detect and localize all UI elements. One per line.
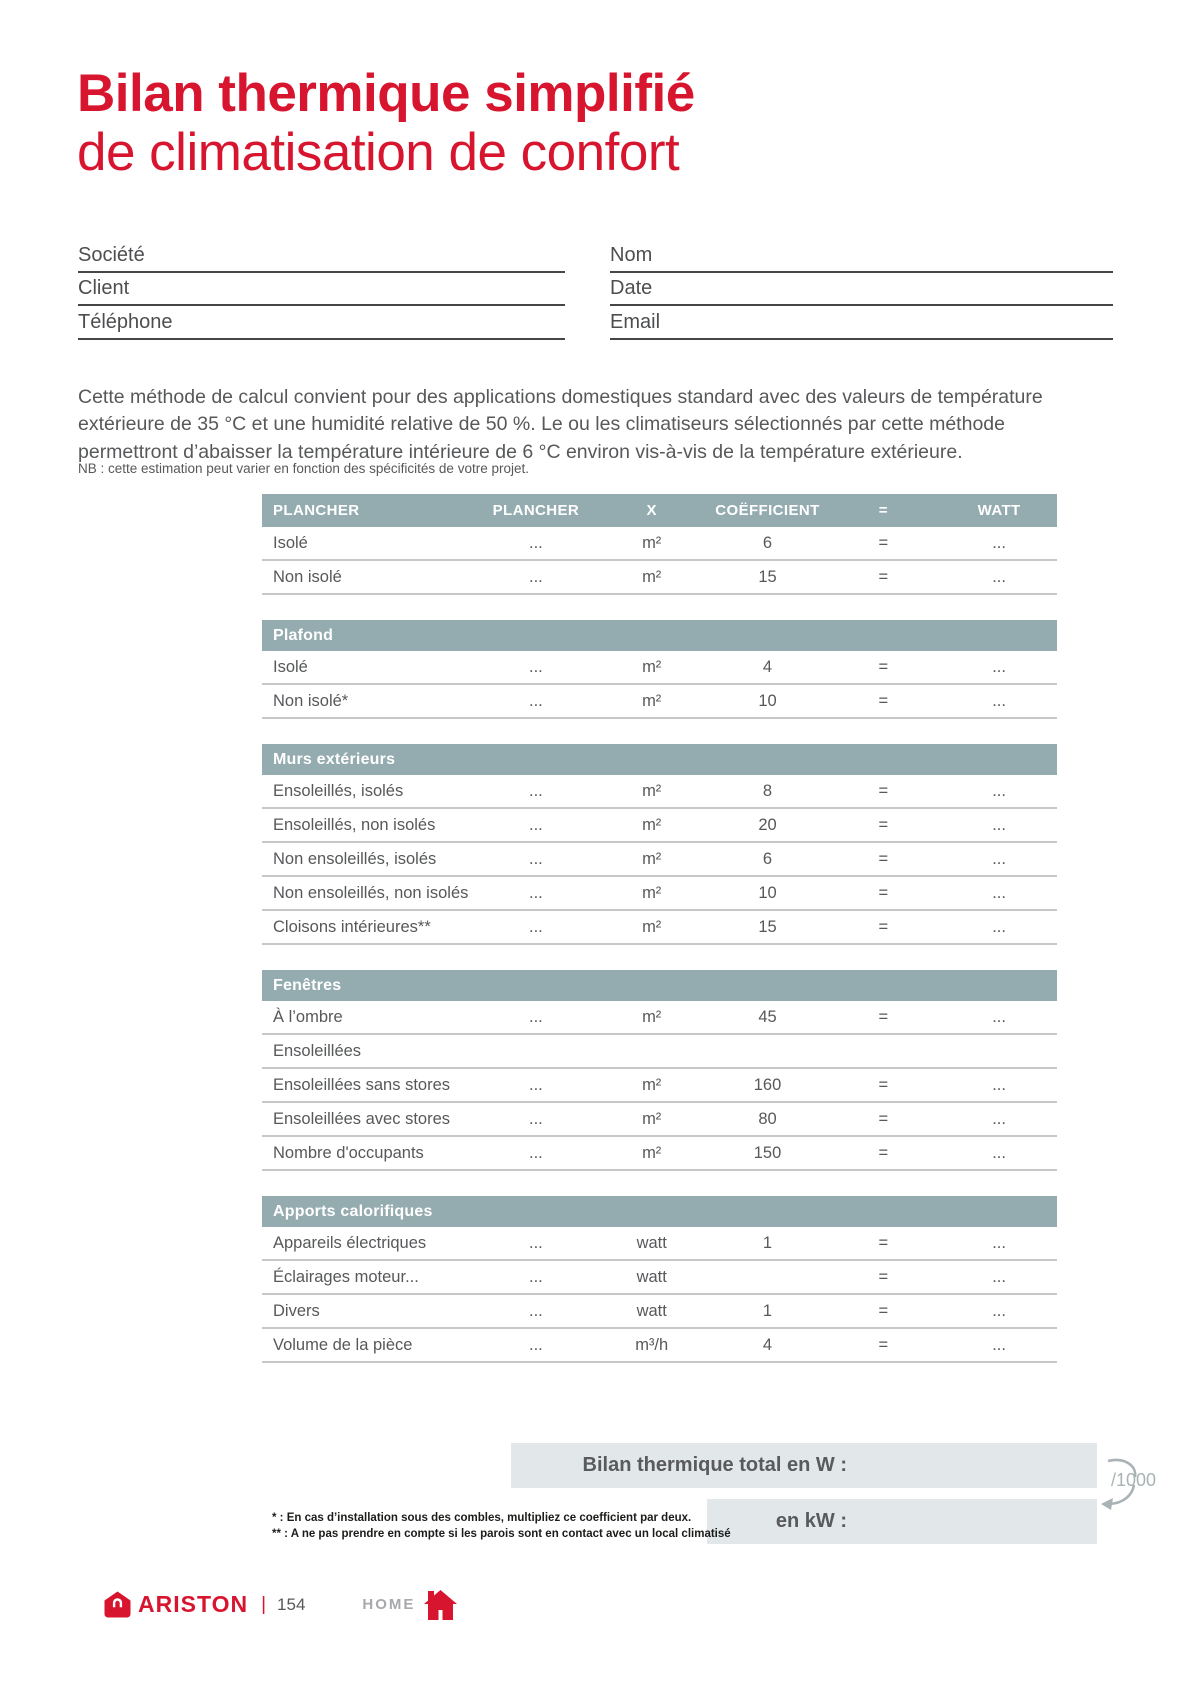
section-title: Fenêtres [273, 976, 342, 994]
coefficient-cell: 4 [762, 657, 773, 676]
watt-cell[interactable]: ... [992, 1007, 1006, 1026]
footnote-1: * : En cas d’installation sous des combles, multipliez ce coefficient par deux. [272, 1512, 692, 1524]
column-header-5: WATT [977, 502, 1021, 519]
coefficient-cell: 10 [758, 691, 777, 710]
row-label: À l’ombre [273, 1007, 343, 1026]
equals-cell: = [878, 1143, 889, 1162]
field-nom[interactable] [610, 239, 1113, 273]
coefficient-cell: 15 [758, 917, 777, 936]
quantity-cell[interactable]: ... [529, 1143, 543, 1162]
unit-cell: watt [636, 1233, 667, 1252]
watt-cell[interactable]: ... [992, 781, 1006, 800]
quantity-cell[interactable]: ... [529, 1301, 543, 1320]
field-label-email: Email [610, 310, 661, 333]
section-title: Apports calorifiques [273, 1202, 433, 1220]
row-label: Volume de la pièce [273, 1335, 413, 1354]
section-title: Murs extérieurs [273, 750, 396, 768]
divide-by-1000-label: /1000 [1111, 1470, 1157, 1490]
unit-cell: m² [642, 567, 662, 586]
footnotes [272, 1510, 731, 1542]
row-label: Isolé [273, 533, 308, 552]
row-label: Ensoleillées avec stores [273, 1109, 451, 1128]
equals-cell: = [878, 533, 889, 552]
field-date[interactable] [610, 273, 1113, 307]
quantity-cell[interactable]: ... [529, 917, 543, 936]
table-row [262, 1261, 1057, 1295]
brand-name: ARISTON [138, 1591, 249, 1617]
intro-paragraph: Cette méthode de calcul convient pour des applications domestiques standard avec des valeurs de température extérieure de 35 °C et une humidité relative de 50 %. Le ou les climatiseurs sélectionnés par cette méthode permettront d’abaisser la température intérieure de 6 °C environ vis-à-vis de la température extérieure. [78, 385, 1043, 463]
unit-cell: m² [642, 781, 662, 800]
page-number: 154 [277, 1594, 306, 1614]
home-label[interactable]: HOME [362, 1596, 416, 1613]
thermal-balance-table [262, 494, 1057, 1363]
row-label: Éclairages moteur... [273, 1267, 419, 1286]
home-icon[interactable] [424, 1590, 457, 1620]
row-label: Ensoleillées sans stores [273, 1075, 451, 1094]
quantity-cell[interactable]: ... [529, 1233, 543, 1252]
unit-cell: watt [636, 1267, 667, 1286]
watt-cell[interactable]: ... [992, 691, 1006, 710]
table-row [262, 685, 1057, 719]
equals-cell: = [878, 1335, 889, 1354]
table-row [262, 1069, 1057, 1103]
equals-cell: = [878, 657, 889, 676]
section-title: Plafond [273, 626, 334, 644]
table-row [262, 527, 1057, 561]
section-header [262, 1196, 1057, 1227]
quantity-cell[interactable]: ... [529, 815, 543, 834]
unit-cell: m² [642, 657, 662, 676]
watt-cell[interactable]: ... [992, 849, 1006, 868]
table-row [262, 1035, 1057, 1069]
equals-cell: = [878, 1075, 889, 1094]
quantity-cell[interactable]: ... [529, 1007, 543, 1026]
section-header [262, 970, 1057, 1001]
total-kw-label: en kW : [775, 1510, 847, 1532]
coefficient-cell: 6 [762, 533, 773, 552]
page-footer [104, 1589, 457, 1620]
table-row [262, 1227, 1057, 1261]
watt-cell[interactable]: ... [992, 1267, 1006, 1286]
row-label: Isolé [273, 657, 308, 676]
watt-cell[interactable]: ... [992, 1109, 1006, 1128]
section-header [262, 620, 1057, 651]
watt-cell[interactable]: ... [992, 657, 1006, 676]
field-client[interactable] [78, 273, 565, 307]
equals-cell: = [878, 883, 889, 902]
equals-cell: = [878, 691, 889, 710]
equals-cell: = [878, 1007, 889, 1026]
watt-cell[interactable]: ... [992, 1075, 1006, 1094]
equals-cell: = [878, 567, 889, 586]
quantity-cell[interactable]: ... [529, 849, 543, 868]
equals-cell: = [878, 1301, 889, 1320]
table-row [262, 843, 1057, 877]
table-row [262, 877, 1057, 911]
coefficient-cell: 160 [753, 1075, 782, 1094]
watt-cell[interactable]: ... [992, 1301, 1006, 1320]
table-row [262, 809, 1057, 843]
column-header-4: = [878, 502, 888, 519]
footer-separator: | [261, 1593, 267, 1615]
unit-cell: m² [642, 917, 662, 936]
row-label: Cloisons intérieures** [273, 917, 431, 936]
table-row [262, 1329, 1057, 1363]
column-header-3: COËFFICIENT [715, 502, 820, 519]
watt-cell[interactable]: ... [992, 1143, 1006, 1162]
unit-cell: m² [642, 815, 662, 834]
quantity-cell[interactable]: ... [529, 533, 543, 552]
row-label: Ensoleillés, non isolés [273, 815, 436, 834]
coefficient-cell: 10 [758, 883, 777, 902]
footnote-2: ** : A ne pas prendre en compte si les parois sont en contact avec un local climatisé [272, 1528, 731, 1540]
field-societe[interactable] [78, 239, 565, 273]
page-title-line1: Bilan thermique simplifié [77, 64, 695, 123]
page-title [77, 64, 695, 182]
quantity-cell[interactable]: ... [529, 883, 543, 902]
equals-cell: = [878, 1267, 889, 1286]
nb-note: NB : cette estimation peut varier en fonction des spécificités de votre projet. [78, 460, 529, 476]
table-row [262, 1001, 1057, 1035]
field-telephone[interactable] [78, 306, 565, 340]
coefficient-cell: 150 [753, 1143, 782, 1162]
equals-cell: = [878, 917, 889, 936]
quantity-cell[interactable]: ... [529, 781, 543, 800]
unit-cell: m³/h [635, 1335, 669, 1354]
row-label: Non ensoleillés, non isolés [273, 883, 469, 902]
equals-cell: = [878, 1233, 889, 1252]
unit-cell: watt [636, 1301, 667, 1320]
coefficient-cell: 80 [758, 1109, 777, 1128]
row-label: Nombre d'occupants [273, 1143, 424, 1162]
section-header [262, 744, 1057, 775]
table-row [262, 1103, 1057, 1137]
quantity-cell[interactable]: ... [529, 1075, 543, 1094]
equals-cell: = [878, 815, 889, 834]
equals-cell: = [878, 1109, 889, 1128]
watt-cell[interactable]: ... [992, 883, 1006, 902]
total-watt-box[interactable] [511, 1443, 1097, 1488]
contact-form [78, 239, 1113, 340]
unit-cell: m² [642, 1075, 662, 1094]
row-label: Divers [273, 1301, 320, 1320]
table-row [262, 775, 1057, 809]
quantity-cell[interactable]: ... [529, 1267, 543, 1286]
ariston-logo-icon [104, 1591, 131, 1618]
row-label: Ensoleillés, isolés [273, 781, 404, 800]
field-label-date: Date [610, 277, 653, 299]
watt-cell[interactable]: ... [992, 1335, 1006, 1354]
watt-cell[interactable]: ... [992, 533, 1006, 552]
watt-cell[interactable]: ... [992, 1233, 1006, 1252]
divide-by-1000-annotation [1098, 1458, 1191, 1512]
unit-cell: m² [642, 849, 662, 868]
coefficient-cell: 4 [762, 1335, 773, 1354]
row-label: Non isolé [273, 567, 342, 586]
field-label-client: Client [78, 277, 130, 299]
unit-cell: m² [642, 533, 662, 552]
quantity-cell[interactable]: ... [529, 691, 543, 710]
row-label: Appareils électriques [273, 1233, 427, 1252]
coefficient-cell: 45 [758, 1007, 777, 1026]
field-label-societe: Société [78, 243, 145, 266]
quantity-cell[interactable]: ... [529, 1335, 543, 1354]
column-header-1: PLANCHER [492, 502, 580, 519]
watt-cell[interactable]: ... [992, 815, 1006, 834]
watt-cell[interactable]: ... [992, 567, 1006, 586]
row-label: Non isolé* [273, 691, 349, 710]
coefficient-cell: 15 [758, 567, 777, 586]
coefficient-cell: 6 [762, 849, 773, 868]
equals-cell: = [878, 781, 889, 800]
column-header-0: PLANCHER [273, 502, 360, 519]
unit-cell: m² [642, 1143, 662, 1162]
total-kw-box[interactable] [707, 1499, 1097, 1544]
table-row [262, 1137, 1057, 1171]
quantity-cell[interactable]: ... [529, 657, 543, 676]
row-label: Non ensoleillés, isolés [273, 849, 437, 868]
column-header-2: X [646, 502, 657, 519]
row-label: Ensoleillées [273, 1041, 362, 1060]
coefficient-cell: 1 [762, 1301, 773, 1320]
quantity-cell[interactable]: ... [529, 567, 543, 586]
unit-cell: m² [642, 1109, 662, 1128]
field-label-nom: Nom [610, 243, 653, 266]
total-watt-label: Bilan thermique total en W : [582, 1454, 847, 1476]
quantity-cell[interactable]: ... [529, 1109, 543, 1128]
equals-cell: = [878, 849, 889, 868]
unit-cell: m² [642, 883, 662, 902]
table-row [262, 1295, 1057, 1329]
coefficient-cell: 1 [762, 1233, 773, 1252]
field-email[interactable] [610, 306, 1113, 340]
watt-cell[interactable]: ... [992, 917, 1006, 936]
coefficient-cell: 20 [758, 815, 777, 834]
page-title-line2: de climatisation de confort [77, 123, 680, 182]
unit-cell: m² [642, 691, 662, 710]
table-row [262, 561, 1057, 595]
unit-cell: m² [642, 1007, 662, 1026]
table-row [262, 651, 1057, 685]
table-header-row [262, 494, 1057, 527]
field-label-telephone: Téléphone [78, 310, 173, 333]
table-row [262, 911, 1057, 945]
coefficient-cell: 8 [762, 781, 773, 800]
